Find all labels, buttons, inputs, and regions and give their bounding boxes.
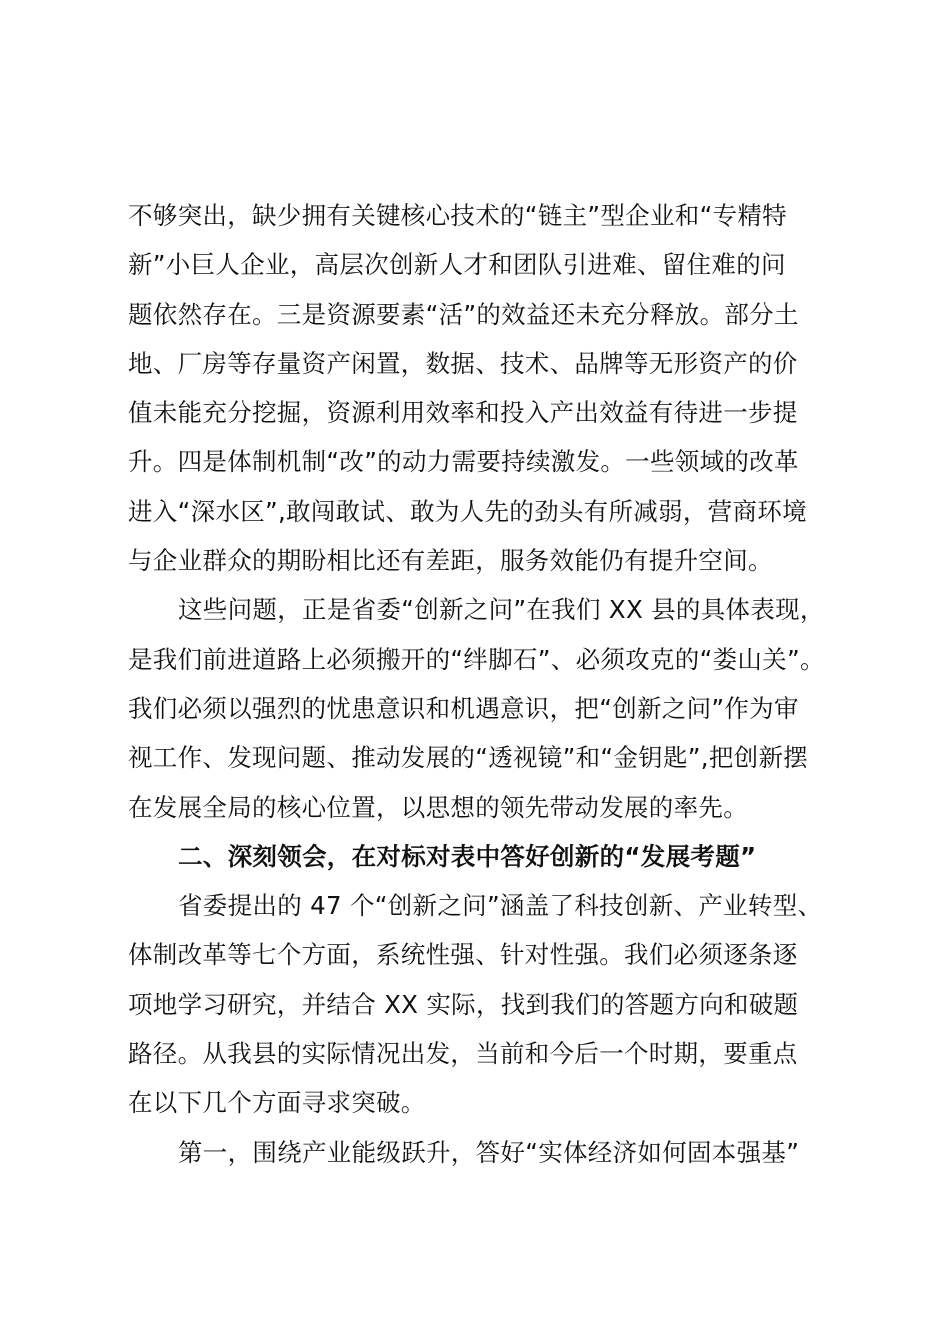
text-line: 地、厂房等存量资产闲置，数据、技术、品牌等无形资产的价	[128, 348, 798, 378]
text-line: 路径。从我县的实际情况出发，当前和今后一个时期，要重点	[128, 1039, 798, 1069]
text-line: 第一，围绕产业能级跃升，答好“实体经济如何固本强基”	[178, 1137, 800, 1167]
text-line: 在以下几个方面寻求突破。	[128, 1088, 426, 1118]
text-line: 项地学习研究，并结合 XX 实际，找到我们的答题方向和破题	[128, 989, 799, 1019]
text-line: 是我们前进道路上必须搬开的“绊脚石”、必须攻克的“娄山关”。	[128, 644, 825, 674]
text-line: 体制改革等七个方面，系统性强、针对性强。我们必须逐条逐	[128, 940, 798, 970]
text-line: 省委提出的 47 个“创新之问”涵盖了科技创新、产业转型、	[178, 891, 823, 921]
document-body	[128, 191, 828, 1177]
paragraph-problems	[128, 191, 828, 585]
text-line: 值未能充分挖掘，资源利用效率和投入产出效益有待进一步提	[128, 398, 798, 428]
section-heading	[128, 832, 828, 881]
text-line: 视工作、发现问题、推动发展的“透视镜”和“金钥匙”,把创新摆	[128, 743, 809, 773]
text-line: 这些问题，正是省委“创新之问”在我们 XX 县的具体表现，	[178, 595, 825, 625]
text-line: 新”小巨人企业，高层次创新人才和团队引进难、留住难的问	[128, 250, 786, 280]
text-line: 题依然存在。三是资源要素“活”的效益还未充分释放。部分土	[128, 299, 799, 329]
paragraph-innovation-questions	[128, 881, 828, 1127]
text-line: 在发展全局的核心位置，以思想的领先带动发展的率先。	[128, 792, 748, 822]
paragraph-first-point	[128, 1128, 828, 1177]
heading-text: 二、深刻领会，在对标对表中答好创新的“发展考题”	[178, 841, 757, 871]
text-line: 我们必须以强烈的忧患意识和机遇意识，把“创新之问”作为审	[128, 693, 799, 723]
text-line: 不够突出，缺少拥有关键核心技术的“链主”型企业和“专精特	[128, 201, 787, 230]
text-line: 升。四是体制机制“改”的动力需要持续激发。一些领域的改革	[128, 447, 799, 477]
text-line: 进入“深水区”,敢闯敢试、敢为人先的劲头有所减弱，营商环境	[128, 496, 807, 526]
text-line: 与企业群众的期盼相比还有差距，服务效能仍有提升空间。	[128, 546, 773, 576]
paragraph-conclusion	[128, 585, 828, 831]
